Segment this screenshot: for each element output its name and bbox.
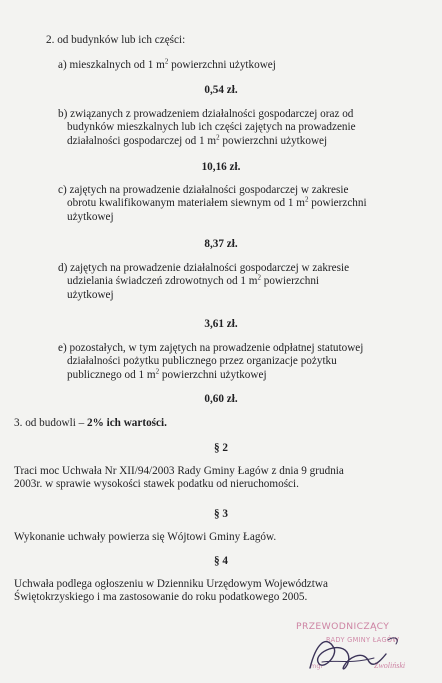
item2c-rate: 8,37 zł.: [204, 238, 238, 250]
section-2-heading: § 2: [214, 442, 228, 454]
chairman-stamp: [282, 614, 432, 680]
item2e-text: e) pozostałych, w tym zajętych na prowadzenie odpłatnej statutowej działalności pożytku publicznego przez organizacje pożytku publicznego od 1 $m^2$ powierzchni użytkowej: [58, 342, 364, 381]
section-3-text: Wykonanie uchwały powierza się Wójtowi Gminy Łagów.: [14, 531, 277, 543]
item2b-rate: 10,16 zł.: [201, 161, 241, 173]
item2c-text: c) zajętych na prowadzenie działalności gospodarczej w zakresie obrotu kwalifikowanym materiałem siewnym od 1 $m^2$ powierzchni użytkowej: [58, 184, 367, 223]
section-4-text: Uchwała podlega ogłoszeniu w Dzienniku Urzędowym Województwa Świętokrzyskiego i ma zastosowanie do roku podatkowego 2005.: [14, 578, 328, 604]
item2b-text: b) związanych z prowadzeniem działalności gospodarczej oraz od budynków mieszkalnych lub ich części zajętych na prowadzenie działalności gospodarczej od 1 $m^2$ powierzchni użytkowej: [58, 108, 356, 147]
item2a-text: a) mieszkalnych od 1 $m^2$ powierzchni użytkowej: [58, 57, 276, 71]
section-2-text: Traci moc Uchwała Nr XII/94/2003 Rady Gminy Łagów z dnia 9 grudnia 2003r. w sprawie wysokości stawek podatku od nieruchomości.: [14, 465, 344, 491]
stamp-org: RADY GMINY ŁAGÓW: [326, 636, 400, 644]
item2a-rate: 0,54 zł.: [204, 84, 238, 96]
item2e-rate: 0,60 zł.: [204, 393, 238, 405]
item3-text: 3. od budowli – 2% ich wartości.: [14, 417, 167, 429]
stamp-prefix: mgr: [310, 662, 324, 670]
stamp-title: PRZEWODNICZĄCY: [296, 621, 390, 632]
item2d-text: d) zajętych na prowadzenie działalności gospodarczej w zakresie udzielania świadczeń zdrowotnych od 1 $m^2$ powierzchni użytkowej: [58, 262, 350, 301]
signature-icon: [282, 614, 432, 680]
item2-heading: 2. od budynków lub ich części:: [46, 34, 186, 46]
stamp-name: Zwoliński: [374, 661, 406, 670]
item2d-rate: 3,61 zł.: [204, 318, 238, 330]
section-3-heading: § 3: [214, 508, 228, 520]
section-4-heading: § 4: [214, 555, 228, 567]
